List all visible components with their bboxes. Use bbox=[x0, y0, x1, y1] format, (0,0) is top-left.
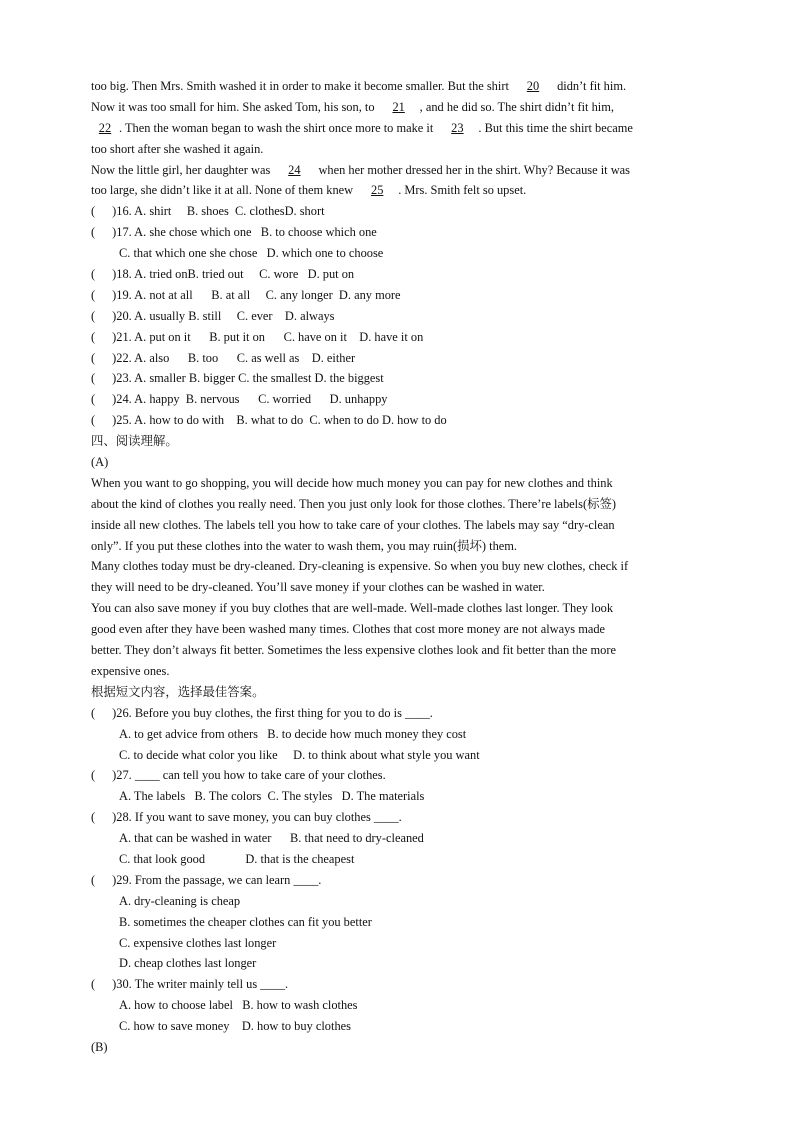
question-option-line: C. how to save money D. how to buy clothes bbox=[119, 1019, 351, 1034]
question-option-line: D. cheap clothes last longer bbox=[119, 956, 257, 971]
question-option-line: C. to decide what color you like D. to think about what style you want bbox=[119, 747, 480, 762]
cloze-line: too short after she washed it again. bbox=[91, 141, 264, 156]
reading-questions bbox=[91, 703, 711, 1037]
cloze-line: Now the little girl, her daughter was 24 when her mother dressed her in the shirt. Why? Because it was bbox=[91, 160, 711, 181]
question-17: ( )17. A. she chose which one B. to choose which one bbox=[91, 225, 377, 240]
part-b-label: (B) bbox=[91, 1039, 108, 1054]
blank-25: 25 bbox=[371, 183, 384, 198]
question-option-line: A. that can be washed in water B. that need to dry-cleaned bbox=[119, 831, 424, 846]
question-option-line: A. The labels B. The colors C. The styles D. The materials bbox=[119, 789, 425, 804]
question-option-line: C. expensive clothes last longer bbox=[119, 935, 277, 950]
section-heading: 四、阅读理解。 bbox=[91, 434, 178, 449]
question-option-line: A. how to choose label B. how to wash clothes bbox=[119, 998, 358, 1013]
question-16: ( )16. A. shirt B. shoes C. clothesD. short bbox=[91, 204, 325, 219]
question-26: ( )26. Before you buy clothes, the first thing for you to do is ____. bbox=[91, 705, 433, 720]
question-option-line: B. sometimes the cheaper clothes can fit you better bbox=[119, 914, 372, 929]
question-23: ( )23. A. smaller B. bigger C. the smallest D. the biggest bbox=[91, 371, 384, 386]
passage-line: When you want to go shopping, you will decide how much money you can pay for new clothes and think bbox=[91, 475, 613, 490]
question-option-line: C. that look good D. that is the cheapest bbox=[119, 851, 355, 866]
passage-line: they will need to be dry-cleaned. You’ll save money if your clothes can be washed in water. bbox=[91, 580, 545, 595]
blank-24: 24 bbox=[288, 162, 301, 177]
blank-22: 22 bbox=[98, 120, 112, 135]
question-27: ( )27. ____ can tell you how to take care of your clothes. bbox=[91, 768, 386, 783]
question-option-line: A. dry-cleaning is cheap bbox=[119, 893, 241, 908]
cloze-line: Now it was too small for him. She asked Tom, his son, to 21 , and he did so. The shirt didn’t fit him, bbox=[91, 97, 711, 118]
question-22: ( )22. A. also B. too C. as well as D. either bbox=[91, 350, 356, 365]
cloze-line: too large, she didn’t like it at all. None of them knew 25 . Mrs. Smith felt so upset. bbox=[91, 180, 711, 201]
part-a-label: (A) bbox=[91, 455, 109, 470]
instruction: 根据短文内容，选择最佳答案。 bbox=[91, 684, 265, 699]
question-24: ( )24. A. happy B. nervous C. worried D. unhappy bbox=[91, 392, 388, 407]
passage-line: Many clothes today must be dry-cleaned. Dry-cleaning is expensive. So when you buy new clothes, check if bbox=[91, 559, 629, 574]
page-content bbox=[91, 76, 711, 1058]
question-21: ( )21. A. put on it B. put it on C. have on it D. have it on bbox=[91, 329, 424, 344]
passage-line: about the kind of clothes you really need. Then you just only look for those clothes. There’re labels(标签) bbox=[91, 496, 616, 511]
cloze-passage bbox=[91, 76, 711, 201]
question-30: ( )30. The writer mainly tell us ____. bbox=[91, 977, 289, 992]
question-20: ( )20. A. usually B. still C. ever D. always bbox=[91, 308, 335, 323]
blank-21: 21 bbox=[392, 99, 405, 114]
question-17-options: C. that which one she chose D. which one to choose bbox=[119, 246, 384, 261]
reading-passage bbox=[91, 473, 711, 682]
cloze-line: 22 . Then the woman began to wash the shirt once more to make it 23 . But this time the shirt became bbox=[91, 118, 711, 139]
question-option-line: A. to get advice from others B. to decide how much money they cost bbox=[119, 726, 467, 741]
passage-line: expensive ones. bbox=[91, 663, 170, 678]
passage-line: better. They don’t always fit better. Sometimes the less expensive clothes look and fit better than the more bbox=[91, 643, 616, 658]
passage-line: inside all new clothes. The labels tell you how to take care of your clothes. The labels may say “dry-clean bbox=[91, 517, 615, 532]
cloze-line: too big. Then Mrs. Smith washed it in order to make it become smaller. But the shirt 20 didn’t fit him. bbox=[91, 76, 711, 97]
cloze-questions bbox=[91, 201, 711, 431]
passage-line: good even after they have been washed many times. Clothes that cost more money are not always made bbox=[91, 622, 606, 637]
question-29: ( )29. From the passage, we can learn ____. bbox=[91, 872, 322, 887]
passage-line: You can also save money if you buy clothes that are well-made. Well-made clothes last longer. They look bbox=[91, 601, 614, 616]
question-19: ( )19. A. not at all B. at all C. any longer D. any more bbox=[91, 287, 401, 302]
question-18: ( )18. A. tried onB. tried out C. wore D. put on bbox=[91, 267, 355, 282]
blank-23: 23 bbox=[451, 120, 464, 135]
blank-20: 20 bbox=[526, 79, 540, 93]
passage-line: only”. If you put these clothes into the water to wash them, you may ruin(损坏) them. bbox=[91, 538, 518, 553]
question-28: ( )28. If you want to save money, you can buy clothes ____. bbox=[91, 810, 402, 825]
question-25: ( )25. A. how to do with B. what to do C. when to do D. how to do bbox=[91, 413, 447, 428]
